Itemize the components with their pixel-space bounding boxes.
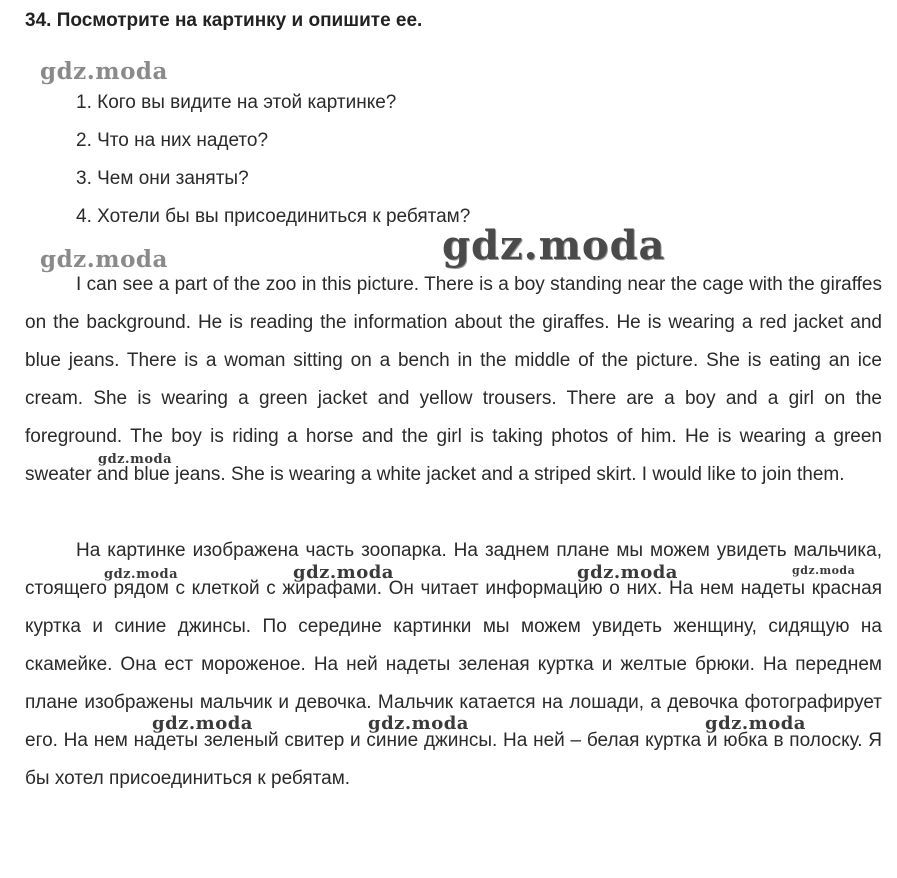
- watermark: gdz.moda: [40, 58, 168, 85]
- watermark: gdz.moda: [98, 452, 173, 467]
- watermark: gdz.moda: [577, 562, 678, 583]
- question-item: 3. Чем они заняты?: [76, 168, 249, 189]
- watermark: gdz.moda: [104, 567, 179, 582]
- watermark: gdz.moda: [442, 222, 666, 269]
- question-list: [76, 84, 470, 236]
- watermark: gdz.moda: [705, 713, 806, 734]
- watermark: gdz.moda: [40, 246, 168, 273]
- watermark: gdz.moda: [293, 562, 394, 583]
- answer-russian: На картинке изображена часть зоопарка. На заднем плане мы можем увидеть мальчика, стоящего рядом с клеткой с жирафами. Он читает информацию о них. На нем надеты красная куртка и синие джинсы. По середине картинки мы можем увидеть женщину, сидящую на скамейке. Она ест мороженое. На ней надеты зеленая куртка и желтые брюки. На переднем плане изображены мальчик и девочка. Мальчик катается на лошади, а девочка фотографирует его. На нем надеты зеленый свитер и синие джинсы. На ней – белая куртка и юбка в полоску. Я бы хотел присоединиться к ребятам.: [25, 540, 882, 789]
- exercise-title: 34. Посмотрите на картинку и опишите ее.: [25, 10, 423, 31]
- question-item: 1. Кого вы видите на этой картинке?: [76, 92, 397, 113]
- watermark: gdz.moda: [152, 713, 253, 734]
- question-item: 2. Что на них надето?: [76, 130, 269, 151]
- watermark: gdz.moda: [368, 713, 469, 734]
- question-item: 4. Хотели бы вы присоединиться к ребятам?: [76, 206, 471, 227]
- watermark: gdz.moda: [792, 564, 856, 577]
- answer-english: I can see a part of the zoo in this picture. There is a boy standing near the cage with the giraffes on the background. He is reading the information about the giraffes. He is wearing a red jacket and blue jeans. There is a woman sitting on a bench in the middle of the picture. She is eating an ice cream. She is wearing a green jacket and yellow trousers. There are a boy and a girl on the foreground. The boy is riding a horse and the girl is taking photos of him. He is wearing a green sweater and blue jeans. She is wearing a white jacket and a striped skirt. I would like to join them.: [25, 274, 882, 485]
